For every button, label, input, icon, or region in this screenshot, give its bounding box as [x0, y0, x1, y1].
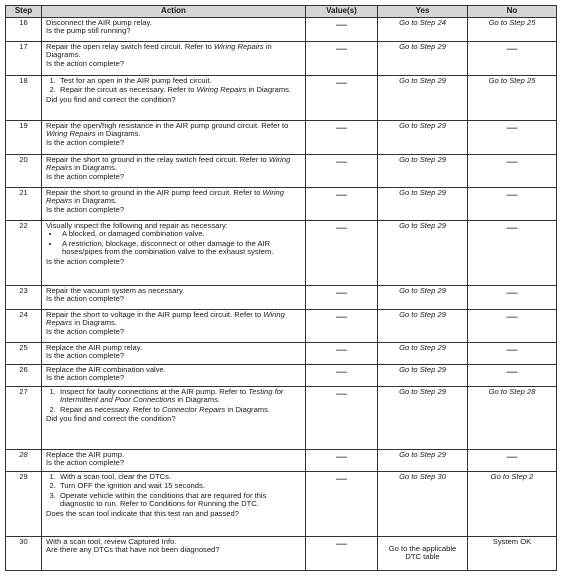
no-cell: — [468, 449, 557, 471]
step-number: 22 [6, 220, 42, 285]
step-number: 30 [6, 536, 42, 570]
table-row [6, 309, 557, 342]
no-cell: — [468, 154, 557, 187]
yes-cell: Go to Step 29 [378, 120, 468, 154]
yes-cell: Go to Step 24 [378, 17, 468, 41]
no-cell: — [468, 187, 557, 220]
action-substep: 2. Turn OFF the ignition and wait 15 seconds. [58, 482, 301, 491]
header-values: Value(s) [306, 6, 378, 18]
no-cell: Go to Step 25 [468, 75, 557, 120]
table-row [6, 342, 557, 364]
no-cell: Go to Step 25 [468, 17, 557, 41]
action-question: Is the action complete? [46, 171, 125, 181]
action-text: With a scan tool, review Captured Info. [46, 536, 177, 546]
no-cell: System OK [468, 536, 557, 570]
action-bullets [46, 230, 301, 257]
action-cell [42, 536, 306, 570]
action-question: Is the action complete? [46, 351, 125, 361]
yes-cell: Go to Step 29 [378, 41, 468, 75]
no-cell: — [468, 342, 557, 364]
action-question: Are there any DTCs that have not been diagnosed? [46, 545, 220, 555]
action-question: Is the action complete? [46, 256, 125, 266]
action-cell [42, 75, 306, 120]
table-row [6, 220, 557, 285]
value-cell: — [306, 120, 378, 154]
step-number: 20 [6, 154, 42, 187]
step-number: 17 [6, 41, 42, 75]
value-cell: — [306, 154, 378, 187]
action-text: Repair the vacuum system as necessary. [46, 285, 185, 295]
step-number: 29 [6, 471, 42, 536]
table-row [6, 536, 557, 570]
action-steps [46, 388, 301, 415]
yes-cell: Go to Step 29 [378, 75, 468, 120]
no-cell: — [468, 285, 557, 309]
value-cell: — [306, 536, 378, 570]
action-question: Is the action complete? [46, 204, 125, 214]
action-text: Repair the short to ground in the AIR pump feed circuit. Refer to Wiring Repairs in Diagrams. [46, 187, 284, 206]
yes-cell: Go to Step 29 [378, 220, 468, 285]
header-yes: Yes [378, 6, 468, 18]
action-question: Is the action complete? [46, 458, 125, 468]
yes-cell: Go to Step 29 [378, 154, 468, 187]
action-steps [46, 77, 301, 95]
step-number: 24 [6, 309, 42, 342]
action-substep: 1. Test for an open in the AIR pump feed circuit. [58, 77, 301, 86]
action-cell [42, 309, 306, 342]
action-substep: 1. With a scan tool, clear the DTCs. [58, 473, 301, 482]
value-cell: — [306, 285, 378, 309]
value-cell: — [306, 309, 378, 342]
yes-cell: Go to Step 29 [378, 309, 468, 342]
action-cell [42, 342, 306, 364]
value-cell: — [306, 342, 378, 364]
action-cell [42, 187, 306, 220]
action-question: Is the action complete? [46, 294, 125, 304]
table-row [6, 154, 557, 187]
action-cell [42, 386, 306, 449]
value-cell: — [306, 364, 378, 386]
no-cell: — [468, 220, 557, 285]
action-text: Replace the AIR pump. [46, 449, 125, 459]
yes-cell: Go to Step 29 [378, 386, 468, 449]
header-step: Step [6, 6, 42, 18]
no-cell: — [468, 41, 557, 75]
table-row [6, 187, 557, 220]
step-number: 28 [6, 449, 42, 471]
yes-cell: Go to Step 29 [378, 364, 468, 386]
table-row [6, 471, 557, 536]
header-no: No [468, 6, 557, 18]
action-substep: 2. Repair the circuit as necessary. Refer to Wiring Repairs in Diagrams. [58, 86, 301, 95]
action-text: Repair the short to voltage in the AIR pump feed circuit. Refer to Wiring Repairs in Diagrams. [46, 309, 285, 328]
no-cell: Go to Step 2 [468, 471, 557, 536]
value-cell: — [306, 449, 378, 471]
no-cell: — [468, 309, 557, 342]
action-text: Repair the short to ground in the relay switch feed circuit. Refer to Wiring Repairs in Diagrams. [46, 154, 291, 173]
action-question: Is the action complete? [46, 137, 125, 147]
action-bullet: • A restriction, blockage, disconnect or other damage to the AIR hoses/pipes from the combination valve to the exhaust system. [60, 240, 301, 257]
header-action: Action [42, 6, 306, 18]
value-cell: — [306, 471, 378, 536]
table-row [6, 285, 557, 309]
action-text: Replace the AIR combination valve. [46, 364, 166, 374]
action-question: Does the scan tool indicate that this test ran and passed? [46, 508, 239, 518]
action-cell [42, 285, 306, 309]
action-substep: 1. Inspect for faulty connections at the AIR pump. Refer to Testing for Intermittent and Poor Connections in Diagrams. [58, 388, 301, 405]
action-cell [42, 449, 306, 471]
yes-cell: Go to Step 29 [378, 285, 468, 309]
step-number: 19 [6, 120, 42, 154]
value-cell: — [306, 386, 378, 449]
step-number: 21 [6, 187, 42, 220]
action-question: Is the action complete? [46, 326, 125, 336]
action-question: Is the action complete? [46, 373, 125, 383]
action-text: Repair the open relay switch feed circuit. Refer to Wiring Repairs in Diagrams. [46, 41, 272, 60]
value-cell: — [306, 75, 378, 120]
action-question: Is the pump still running? [46, 26, 131, 36]
action-cell [42, 220, 306, 285]
action-cell [42, 120, 306, 154]
step-number: 26 [6, 364, 42, 386]
action-question: Did you find and correct the condition? [46, 94, 176, 104]
table-row [6, 17, 557, 41]
yes-cell: Go to Step 29 [378, 449, 468, 471]
action-cell [42, 41, 306, 75]
yes-cell: Go to Step 30 [378, 471, 468, 536]
yes-cell: Go to Step 29 [378, 342, 468, 364]
action-cell [42, 154, 306, 187]
action-text: Replace the AIR pump relay. [46, 342, 143, 352]
action-steps [46, 473, 301, 509]
action-cell [42, 471, 306, 536]
step-number: 23 [6, 285, 42, 309]
action-text: Visually inspect the following and repair as necessary: [46, 220, 228, 230]
action-cell [42, 17, 306, 41]
table-row [6, 386, 557, 449]
step-number: 18 [6, 75, 42, 120]
action-substep: 2. Repair as necessary. Refer to Connector Repairs in Diagrams. [58, 406, 301, 415]
table-row [6, 364, 557, 386]
action-question: Did you find and correct the condition? [46, 414, 176, 424]
step-number: 16 [6, 17, 42, 41]
action-text: Repair the open/high resistance in the AIR pump ground circuit. Refer to Wiring Repairs in Diagrams. [46, 120, 289, 139]
value-cell: — [306, 220, 378, 285]
action-cell [42, 364, 306, 386]
value-cell: — [306, 17, 378, 41]
action-question: Is the action complete? [46, 58, 125, 68]
header-row [6, 6, 557, 18]
table-row [6, 75, 557, 120]
value-cell: — [306, 41, 378, 75]
yes-cell: Go to the applicable DTC table [378, 536, 468, 570]
no-cell: Go to Step 28 [468, 386, 557, 449]
action-bullet: • A blocked, or damaged combination valve. [60, 230, 301, 239]
step-number: 25 [6, 342, 42, 364]
table-row [6, 449, 557, 471]
action-text: Disconnect the AIR pump relay. [46, 17, 152, 27]
yes-cell: Go to Step 29 [378, 187, 468, 220]
no-cell: — [468, 120, 557, 154]
no-cell: — [468, 364, 557, 386]
step-number: 27 [6, 386, 42, 449]
table-row [6, 120, 557, 154]
action-substep: 3. Operate vehicle within the conditions that are required for this diagnostic to run. Refer to Conditions for Running the DTC. [58, 492, 301, 509]
diagnostic-table [5, 5, 557, 571]
table-row [6, 41, 557, 75]
value-cell: — [306, 187, 378, 220]
